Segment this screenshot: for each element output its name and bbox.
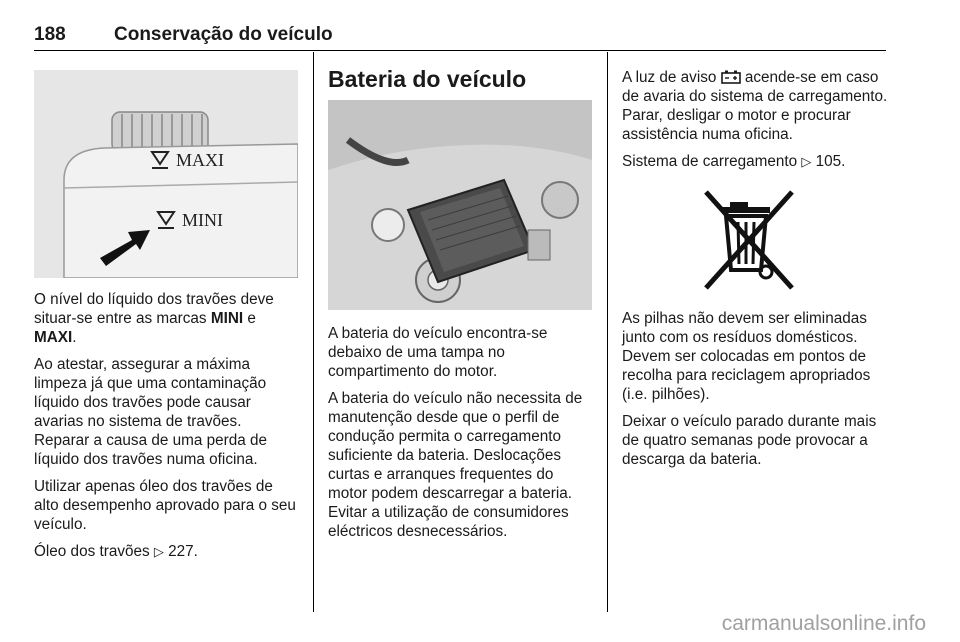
page-reference[interactable]: 105.	[815, 153, 846, 170]
crossed-bin-figure	[700, 188, 800, 292]
mini-mark-text: MINI	[210, 310, 244, 327]
column-battery	[328, 324, 596, 549]
text: O nível do líquido dos travões deve situar-se entre as marcas	[34, 291, 274, 327]
paragraph: As pilhas não devem ser eliminadas junto com os resíduos domésticos. Devem ser colocadas em pontos de recolha para reciclagem apropriados (i.e. pilhões).	[622, 310, 871, 403]
maxi-mark-text: MAXI	[34, 329, 73, 346]
paragraph: Deixar o veículo parado durante mais de quatro semanas pode provocar a descarga da bateria.	[622, 413, 877, 468]
paragraph	[34, 290, 299, 347]
paragraph: A bateria do veículo não necessita de manutenção desde que o perfil de condução permita o carregamento suficiente da bateria. Deslocações curtas e arranques frequentes do motor podem descarregar a bateria. Evitar a utilização de consumidores eléctricos desnecessários.	[328, 390, 583, 540]
maxi-mark-label: MAXI	[176, 150, 224, 170]
text: Óleo dos travões	[34, 543, 150, 560]
brake-fluid-reservoir-figure	[34, 70, 298, 278]
watermark: carmanualsonline.info	[721, 612, 926, 635]
paragraph: Ao atestar, assegurar a máxima limpeza já que uma contaminação líquido dos travões pode causar avarias no sistema de travões. Reparar a causa de uma perda de líquido dos travões numa oficina.	[34, 356, 268, 468]
paragraph	[622, 68, 890, 144]
page-number: 188	[34, 24, 66, 45]
text: A luz de aviso	[622, 69, 717, 86]
engine-bay-illustration	[328, 100, 592, 310]
header-rule	[34, 50, 886, 51]
mini-mark-label: MINI	[182, 210, 223, 230]
triangle-right-icon: ▷	[801, 154, 812, 169]
text: Sistema de carregamento	[622, 153, 798, 170]
text: e	[243, 310, 256, 327]
battery-icon	[721, 70, 741, 84]
page-title: Conservação do veículo	[114, 24, 333, 45]
triangle-right-icon: ▷	[153, 544, 164, 559]
column-brake-fluid	[34, 290, 299, 569]
crossed-bin-icon	[700, 188, 800, 292]
paragraph	[622, 152, 890, 171]
page-reference[interactable]: 227.	[168, 543, 198, 560]
paragraph	[34, 542, 299, 561]
text: .	[72, 329, 77, 346]
text: acende-se em caso de avaria do sistema de carregamento. Parar, desligar o motor e procurar assistência numa oficina.	[622, 69, 888, 143]
page-header	[34, 20, 886, 50]
column-divider	[313, 52, 314, 612]
battery-engine-bay-figure	[328, 100, 592, 310]
section-heading: Bateria do veículo	[328, 66, 527, 92]
column-divider	[607, 52, 608, 612]
reservoir-illustration	[34, 70, 298, 278]
paragraph: A bateria do veículo encontra-se debaixo de uma tampa no compartimento do motor.	[328, 325, 548, 380]
paragraph: Utilizar apenas óleo dos travões de alto desempenho aprovado para o seu veículo.	[34, 478, 296, 533]
